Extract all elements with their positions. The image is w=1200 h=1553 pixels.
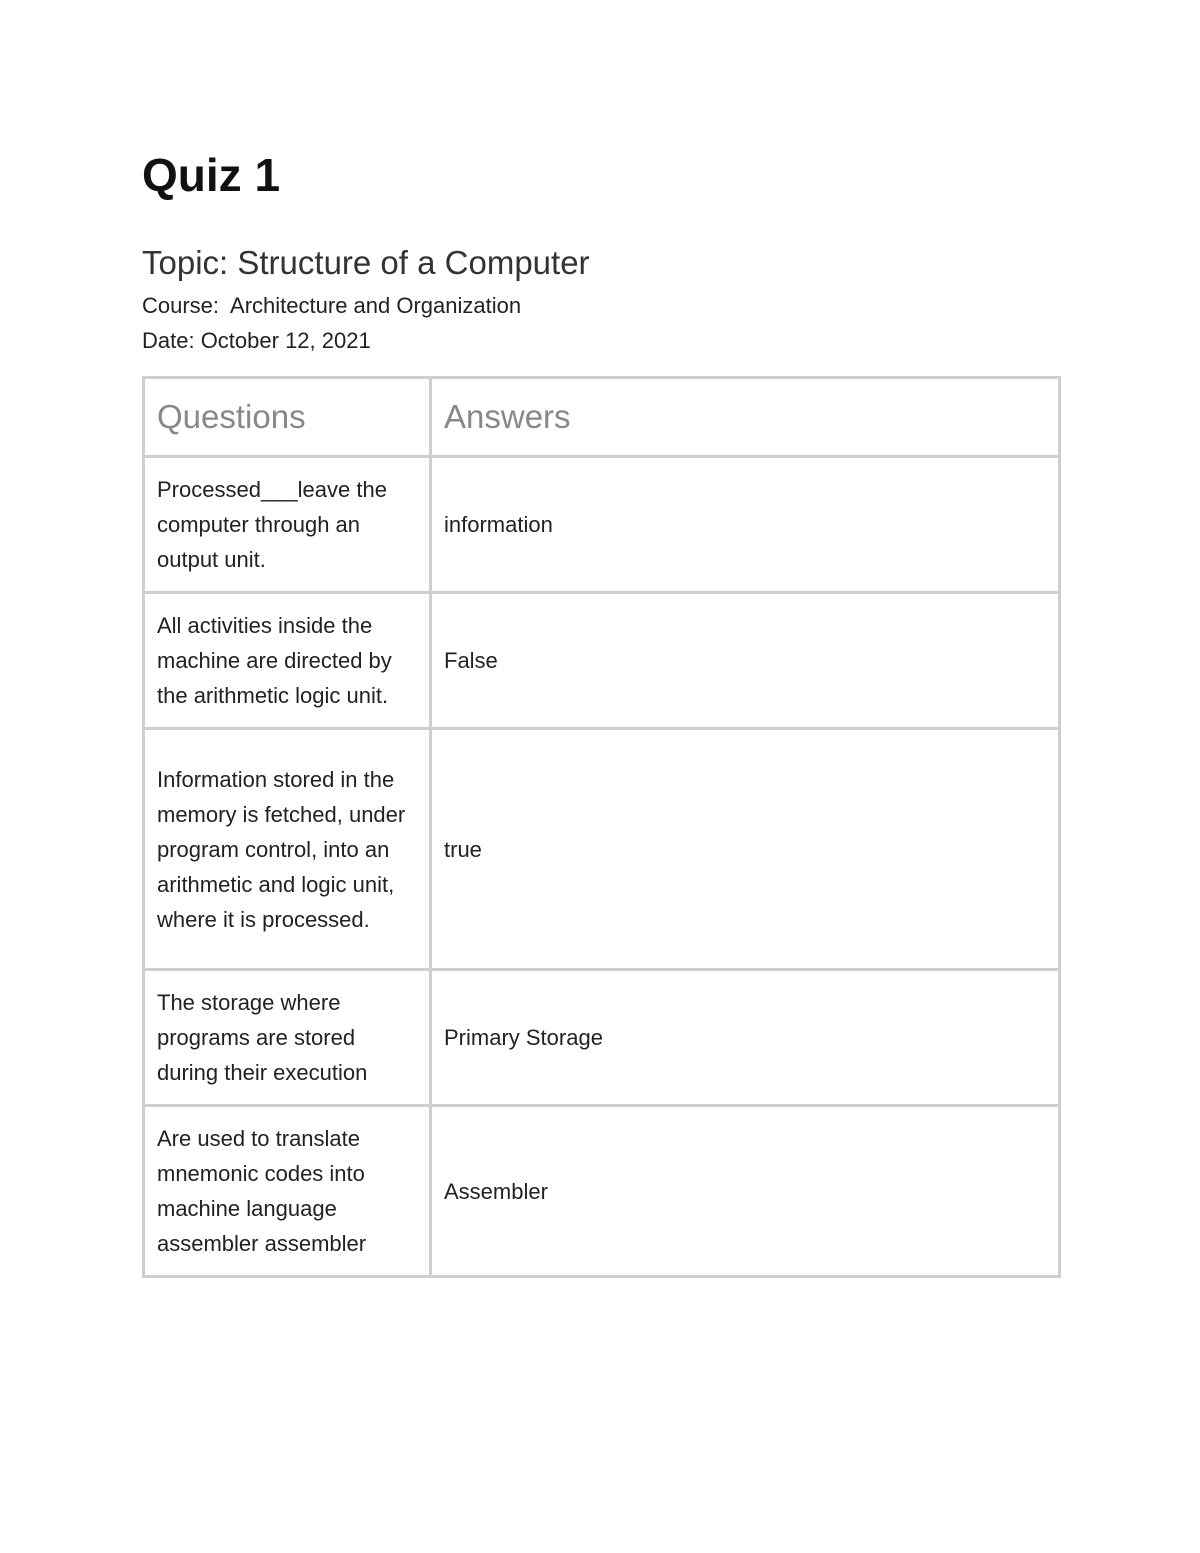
table-row — [144, 970, 1060, 1106]
answer-cell: information — [431, 457, 1060, 593]
qa-table — [142, 376, 1061, 1278]
answer-cell: Primary Storage — [431, 970, 1060, 1106]
quiz-title: Quiz 1 — [142, 149, 281, 201]
question-cell: Information stored in the memory is fetched, under program control, into an arithmetic and logic unit, where it is processed. — [144, 729, 431, 970]
answer-cell: False — [431, 593, 1060, 729]
table-row — [144, 729, 1060, 970]
table-header-row — [144, 378, 1060, 457]
answers-header: Answers — [431, 378, 1060, 457]
date-line: Date: October 12, 2021 — [142, 328, 371, 353]
answer-cell: true — [431, 729, 1060, 970]
course-line: Course: Architecture and Organization — [142, 293, 522, 318]
question-cell: The storage where programs are stored during their execution — [144, 970, 431, 1106]
table-row — [144, 1106, 1060, 1277]
answer-cell: Assembler — [431, 1106, 1060, 1277]
questions-header: Questions — [144, 378, 431, 457]
question-cell: Processed___leave the computer through an output unit. — [144, 457, 431, 593]
topic-heading: Topic: Structure of a Computer — [142, 244, 590, 281]
question-cell: All activities inside the machine are directed by the arithmetic logic unit. — [144, 593, 431, 729]
table-row — [144, 457, 1060, 593]
question-cell: Are used to translate mnemonic codes into machine language assembler assembler — [144, 1106, 431, 1277]
table-row — [144, 593, 1060, 729]
